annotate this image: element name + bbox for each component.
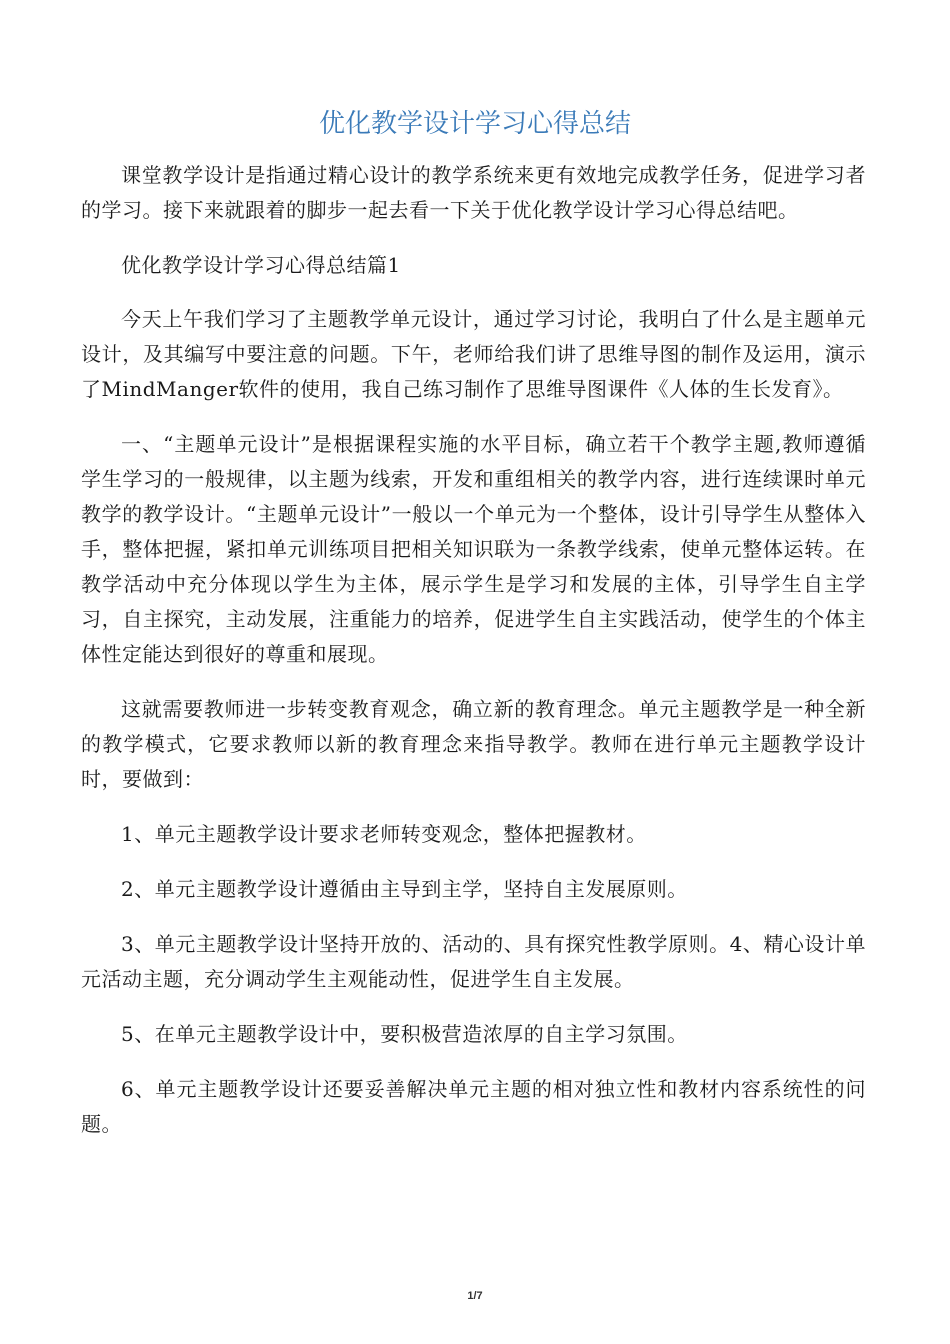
list-item: 5、在单元主题教学设计中，要积极营造浓厚的自主学习氛围。	[121, 1022, 688, 1046]
document-title: 优化教学设计学习心得总结	[318, 109, 631, 139]
list-item: 6、单元主题教学设计还要妥善解决单元主题的相对独立性和教材内容系统性的问题。	[81, 1077, 866, 1136]
section-heading: 优化教学设计学习心得总结篇1	[121, 253, 401, 277]
document-body	[81, 158, 866, 1162]
list-item: 2、单元主题教学设计遵循由主导到主学，坚持自主发展原则。	[121, 877, 688, 901]
paragraph: 一、“主题单元设计”是根据课程实施的水平目标，确立若干个教学主题,教师遵循学生学习的一般规律，以主题为线索，开发和重组相关的教学内容，进行连续课时单元教学的教学设计。“主题单元设计”一般以一个单元为一个整体，设计引导学生从整体入手，整体把握，紧扣单元训练项目把相关知识联为一条教学线索，使单元整体运转。在教学活动中充分体现以学生为主体，展示学生是学习和发展的主体，引导学生自主学习，自主探究，主动发展，注重能力的培养，促进学生自主实践活动，使学生的个体主体性定能达到很好的尊重和展现。	[81, 432, 866, 666]
page-number: 1/7	[467, 1290, 483, 1302]
list-item: 1、单元主题教学设计要求老师转变观念，整体把握教材。	[121, 822, 647, 846]
list-item: 3、单元主题教学设计坚持开放的、活动的、具有探究性教学原则。4、精心设计单元活动主题，充分调动学生主观能动性，促进学生自主发展。	[81, 932, 866, 991]
paragraph-intro: 课堂教学设计是指通过精心设计的教学系统来更有效地完成教学任务，促进学习者的学习。接下来就跟着的脚步一起去看一下关于优化教学设计学习心得总结吧。	[81, 163, 866, 222]
paragraph: 今天上午我们学习了主题教学单元设计，通过学习讨论，我明白了什么是主题单元设计，及其编写中要注意的问题。下午，老师给我们讲了思维导图的制作及运用，演示了MindManger软件的使用，我自己练习制作了思维导图课件《人体的生长发育》。	[81, 307, 866, 401]
paragraph: 这就需要教师进一步转变教育观念，确立新的教育理念。单元主题教学是一种全新的教学模式，它要求教师以新的教育理念来指导教学。教师在进行单元主题教学设计时，要做到：	[81, 697, 866, 791]
